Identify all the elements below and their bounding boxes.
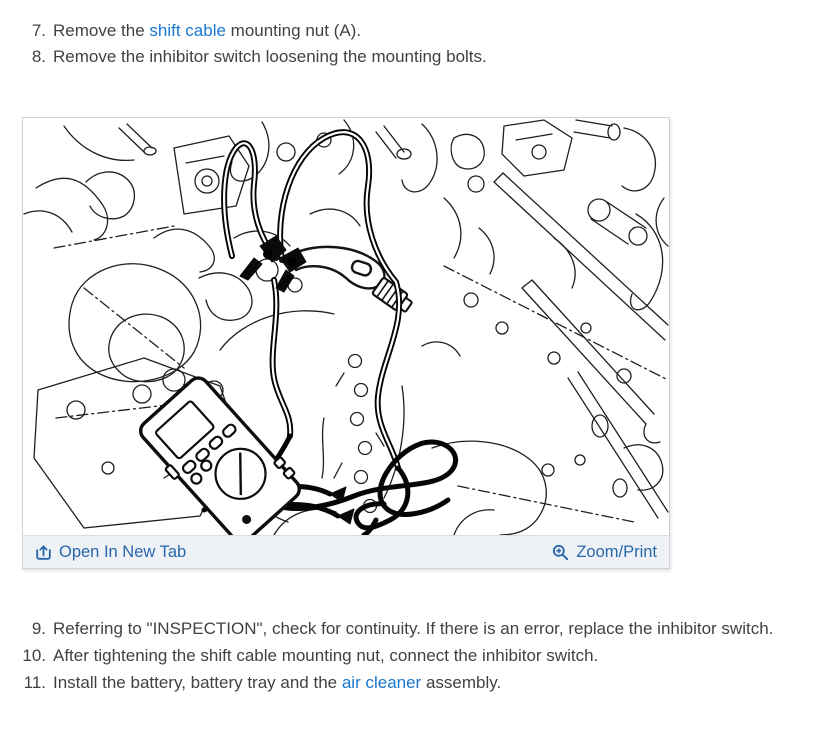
instruction-list-top (0, 18, 828, 70)
step-number: 11. (23, 673, 46, 692)
engine-diagram-svg (23, 118, 669, 535)
step-text-segment: mounting nut (A). (225, 21, 362, 40)
open-in-new-tab-link[interactable] (35, 543, 186, 562)
step-8 (20, 44, 828, 70)
step-number: 8. (31, 47, 46, 66)
open-in-new-tab-icon[interactable] (35, 544, 52, 561)
step-text: Referring to "INSPECTION", check for continuity. If there is an error, replace the inhibitor switch. (53, 619, 774, 638)
zoom-icon[interactable] (552, 544, 569, 561)
air-cleaner-link[interactable]: air cleaner (341, 673, 422, 692)
figure-panel (22, 117, 670, 569)
instruction-list-bottom (0, 615, 828, 696)
step-text (53, 669, 501, 696)
step-10 (20, 642, 828, 669)
step-text-segment: Remove the (53, 21, 150, 40)
figure-toolbar (23, 535, 669, 568)
step-text: Remove the inhibitor switch loosening the mounting bolts. (53, 47, 487, 66)
step-number: 7. (31, 21, 46, 40)
step-number: 9. (31, 619, 46, 638)
step-7 (20, 18, 828, 44)
step-number: 10. (22, 646, 46, 665)
step-text-segment: Install the battery, battery tray and the (53, 673, 342, 692)
step-text (53, 18, 361, 44)
zoom-print-label: Zoom/Print (576, 542, 657, 561)
open-in-new-tab-label: Open In New Tab (59, 542, 187, 561)
step-text: After tightening the shift cable mounting nut, connect the inhibitor switch. (53, 646, 599, 665)
zoom-print-link[interactable] (552, 543, 657, 562)
shift-cable-link[interactable]: shift cable (149, 21, 226, 40)
engine-diagram (23, 118, 669, 535)
step-text-segment: assembly. (421, 673, 502, 692)
step-11 (20, 669, 828, 696)
step-9 (20, 615, 828, 642)
